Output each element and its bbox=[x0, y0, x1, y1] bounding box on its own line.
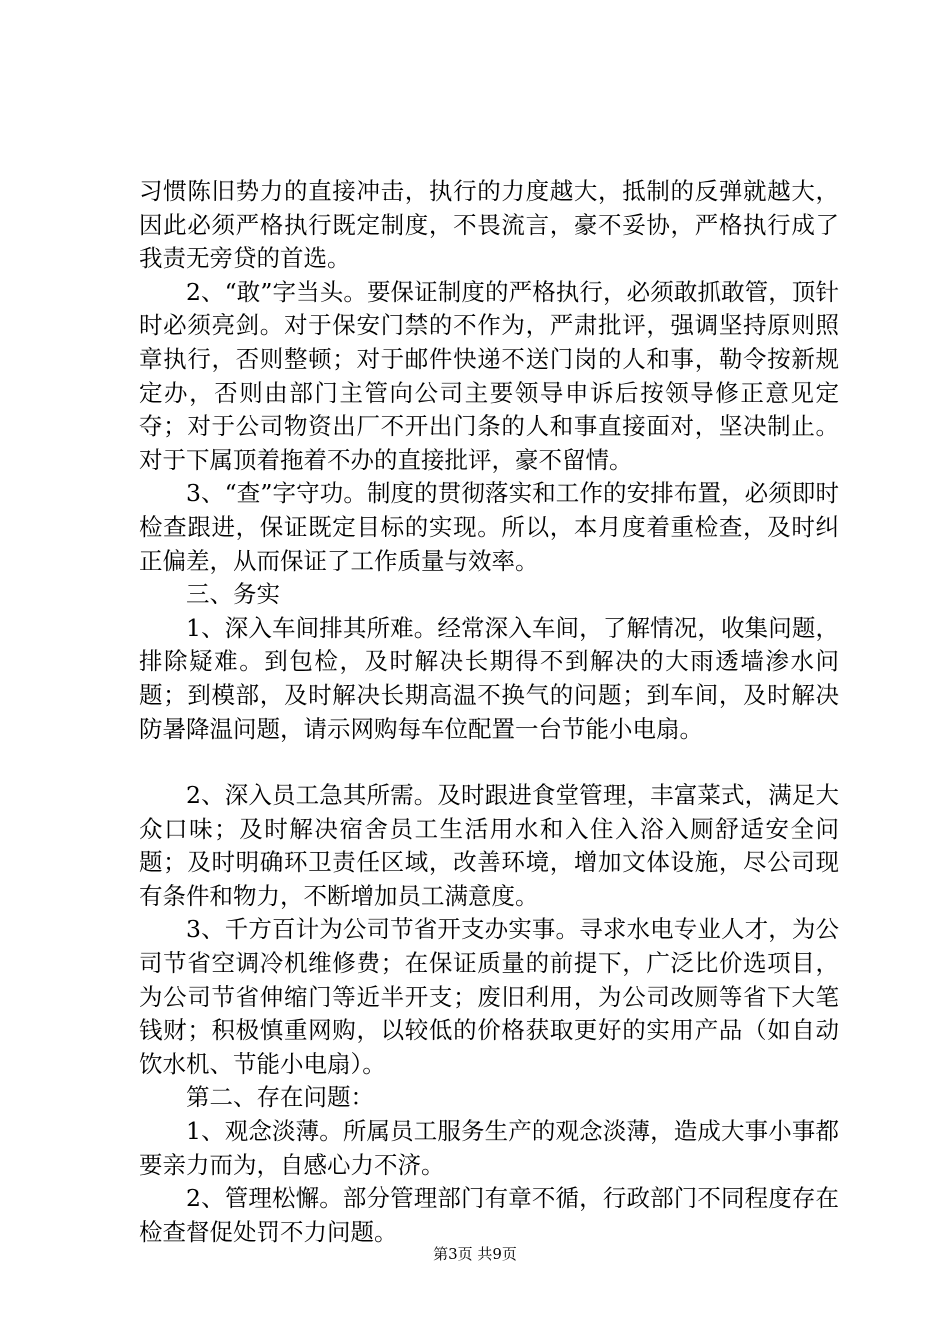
paragraph-weak-concept: 1、观念淡薄。所属员工服务生产的观念淡薄，造成大事小事都要亲力而为，自感心力不济。 bbox=[139, 1117, 839, 1179]
page-number-footer: 第3页 共9页 bbox=[433, 1245, 517, 1263]
paragraph-workshop: 1、深入车间排其所难。经常深入车间，了解情况，收集问题，排除疑难。到包检，及时解决长期得不到解决的大雨透墙渗水问题；到模部，及时解决长期高温不换气的问题；到车间，及时解决防暑降温问题，请示网购每车位配置一台节能小电扇。 bbox=[139, 613, 839, 743]
paragraph-check: 3、“查”字守功。制度的贯彻落实和工作的安排布置，必须即时检查跟进，保证既定目标的实现。所以，本月度着重检查，及时纠正偏差，从而保证了工作质量与效率。 bbox=[139, 479, 839, 575]
paragraph-loose-management: 2、管理松懈。部分管理部门有章不循，行政部门不同程度存在检查督促处罚不力问题。 bbox=[139, 1184, 839, 1246]
paragraph-employees: 2、深入员工急其所需。及时跟进食堂管理，丰富菜式，满足大众口味；及时解决宿舍员工生活用水和入住入浴入厕舒适安全问题；及时明确环卫责任区域，改善环境，增加文体设施，尽公司现有条件和物力，不断增加员工满意度。 bbox=[139, 781, 839, 910]
paragraph-savings: 3、千方百计为公司节省开支办实事。寻求水电专业人才，为公司节省空调冷机维修费；在保证质量的前提下，广泛比价选项目，为公司节省伸缩门等近半开支；废旧利用，为公司改厕等省下大笔钱财；积极慎重网购，以较低的价格获取更好的实用产品（如自动饮水机、节能小电扇）。 bbox=[139, 915, 839, 1078]
section-heading-problems: 第二、存在问题： bbox=[186, 1083, 374, 1112]
paragraph-gap bbox=[139, 746, 839, 779]
document-body bbox=[139, 175, 839, 1249]
paragraph-dare: 2、“敢”字当头。要保证制度的严格执行，必须敢抓敢管，顶针时必须亮剑。对于保安门禁的不作为，严肃批评，强调坚持原则照章执行，否则整顿；对于邮件快递不送门岗的人和事，勒令按新规定办，否则由部门主管向公司主要领导申诉后按领导修正意见定夺；对于公司物资出厂不开出门条的人和事直接面对，坚决制止。对于下属顶着拖着不办的直接批评，豪不留情。 bbox=[139, 277, 839, 474]
paragraph-continuation: 习惯陈旧势力的直接冲击，执行的力度越大，抵制的反弹就越大，因此必须严格执行既定制度，不畏流言，豪不妥协，严格执行成了我责无旁贷的首选。 bbox=[139, 177, 839, 273]
section-heading-pragmatic: 三、务实 bbox=[186, 580, 280, 609]
